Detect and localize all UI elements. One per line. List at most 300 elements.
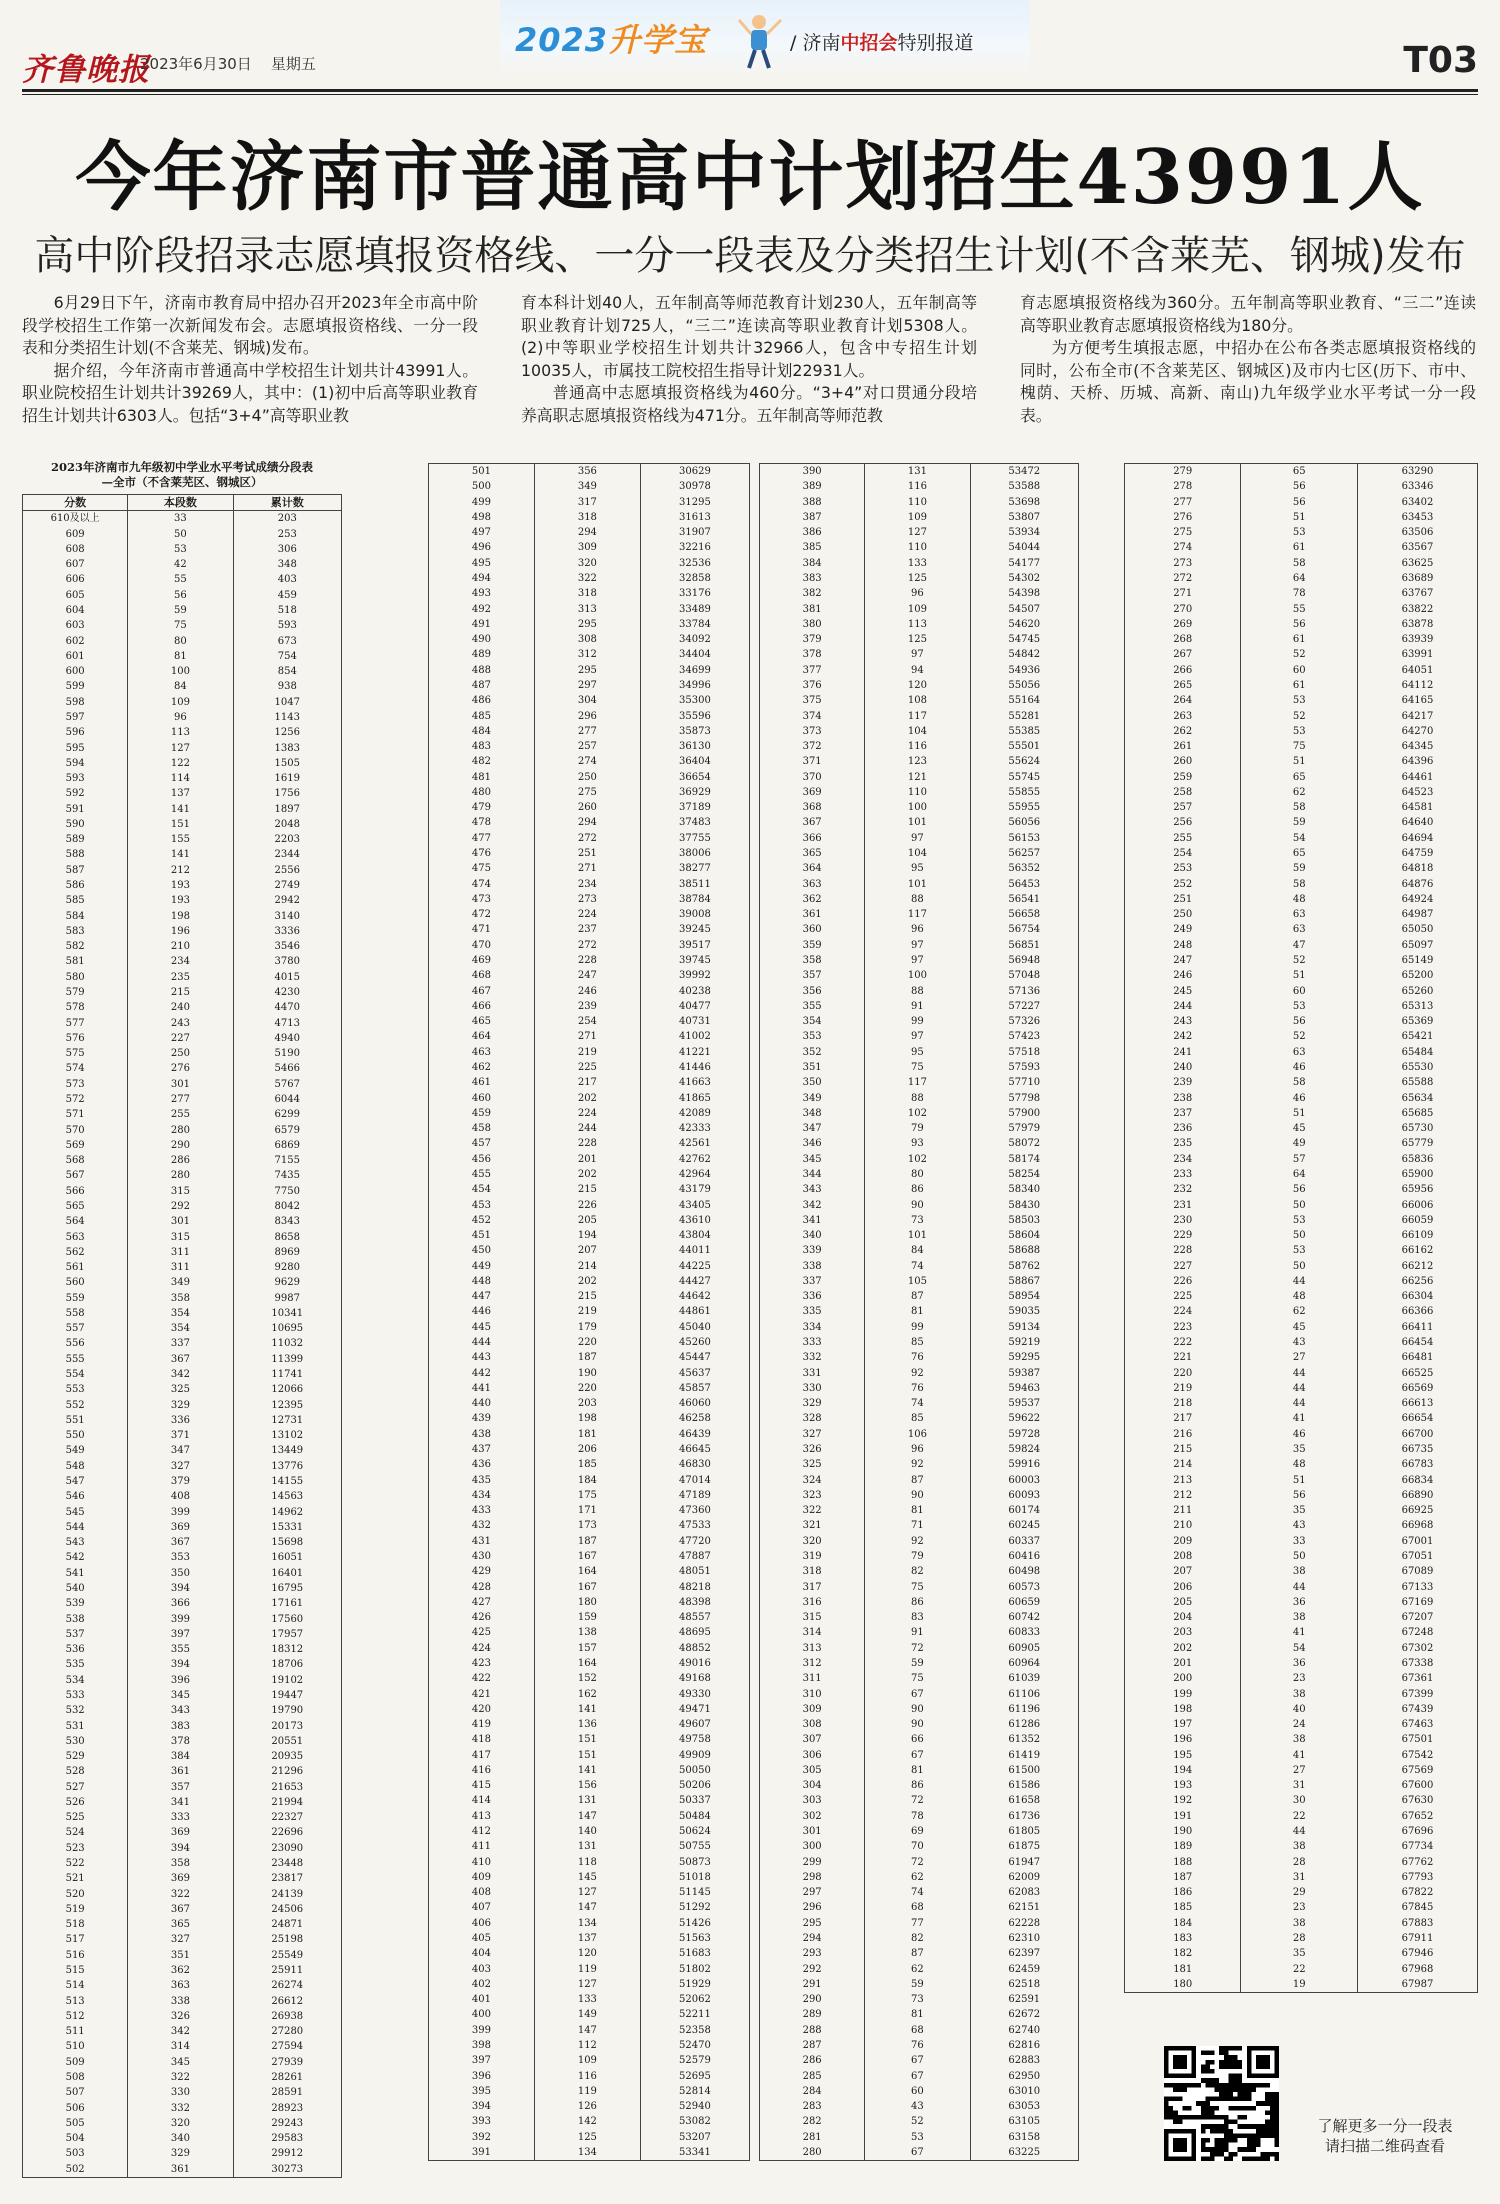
table-row [23, 695, 342, 710]
table-row [760, 678, 1079, 693]
table-cell: 59 [1241, 815, 1357, 830]
table-cell: 754 [233, 649, 341, 664]
table-cell: 173 [534, 1518, 640, 1533]
table-cell: 310 [760, 1687, 865, 1702]
table-cell: 302 [760, 1809, 865, 1824]
table-row [1125, 1900, 1478, 1915]
table-cell: 67968 [1357, 1962, 1477, 1977]
table-cell: 424 [429, 1641, 535, 1656]
table-cell: 45260 [640, 1335, 749, 1350]
table-cell: 392 [429, 2130, 535, 2145]
table-cell: 547 [23, 1474, 128, 1489]
table-cell: 97 [865, 1029, 970, 1044]
table-cell: 190 [1125, 1824, 1241, 1839]
table-row [429, 1106, 750, 1121]
table-cell: 295 [534, 663, 640, 678]
table-cell: 67 [865, 1687, 970, 1702]
table-row [760, 1748, 1079, 1763]
table-row [23, 527, 342, 542]
table-cell: 495 [429, 556, 535, 571]
table-row [760, 1411, 1079, 1426]
table-cell: 113 [128, 725, 233, 740]
table-row [429, 1809, 750, 1824]
table-row [760, 1778, 1079, 1793]
table-row [1125, 1473, 1478, 1488]
table-cell: 228 [1125, 1243, 1241, 1258]
table-cell: 516 [23, 1948, 128, 1963]
table-cell: 109 [865, 510, 970, 525]
table-cell: 131 [865, 464, 970, 480]
table-cell: 594 [23, 756, 128, 771]
table-cell: 326 [128, 2009, 233, 2024]
table-cell: 62591 [970, 1992, 1078, 2007]
table-cell: 315 [128, 1184, 233, 1199]
table-cell: 109 [128, 695, 233, 710]
table-cell: 599 [23, 679, 128, 694]
table-cell: 309 [760, 1702, 865, 1717]
table-cell: 52940 [640, 2099, 749, 2114]
table-cell: 47189 [640, 1488, 749, 1503]
table-row [429, 1320, 750, 1335]
table-cell: 1897 [233, 802, 341, 817]
table-cell: 555 [23, 1352, 128, 1367]
table-cell: 500 [429, 479, 535, 494]
table-cell: 263 [1125, 709, 1241, 724]
table-cell: 62 [1241, 785, 1357, 800]
table-cell: 388 [760, 495, 865, 510]
table-cell: 294 [534, 525, 640, 540]
table-cell: 79 [865, 1121, 970, 1136]
table-cell: 19102 [233, 1673, 341, 1688]
table-cell: 480 [429, 785, 535, 800]
table-cell: 50 [1241, 1228, 1357, 1243]
table-cell: 44642 [640, 1289, 749, 1304]
table-cell: 57136 [970, 984, 1078, 999]
table-row [760, 1809, 1079, 1824]
table-cell: 536 [23, 1642, 128, 1657]
table-cell: 35 [1241, 1442, 1357, 1457]
table-cell: 69 [865, 1824, 970, 1839]
table-cell: 427 [429, 1595, 535, 1610]
table-cell: 301 [760, 1824, 865, 1839]
table-cell: 53 [1241, 724, 1357, 739]
table-cell: 473 [429, 892, 535, 907]
table-cell: 58254 [970, 1167, 1078, 1182]
table-cell: 57 [1241, 1152, 1357, 1167]
table-cell: 601 [23, 649, 128, 664]
table-cell: 437 [429, 1442, 535, 1457]
table-cell: 19447 [233, 1688, 341, 1703]
table-cell: 457 [429, 1136, 535, 1151]
table-cell: 23448 [233, 1856, 341, 1871]
table-row [760, 1931, 1079, 1946]
table-cell: 61106 [970, 1687, 1078, 1702]
table-row [429, 571, 750, 586]
table-cell: 48695 [640, 1625, 749, 1640]
table-cell: 379 [760, 632, 865, 647]
table-cell: 396 [429, 2069, 535, 2084]
table-cell: 386 [760, 525, 865, 540]
table-row [1125, 877, 1478, 892]
table-row [760, 1060, 1079, 1075]
table-cell: 81 [865, 1763, 970, 1778]
table-row [429, 1992, 750, 2007]
table-cell: 56453 [970, 877, 1078, 892]
table-row [760, 1152, 1079, 1167]
table-cell: 62950 [970, 2069, 1078, 2084]
table-cell: 226 [534, 1198, 640, 1213]
table-row [1125, 1946, 1478, 1961]
table-cell: 285 [760, 2069, 865, 2084]
table-cell: 938 [233, 679, 341, 694]
table-cell: 341 [128, 1795, 233, 1810]
table-cell: 52 [1241, 1029, 1357, 1044]
table-row [23, 847, 342, 862]
table-cell: 63767 [1357, 586, 1477, 601]
table-cell: 519 [23, 1902, 128, 1917]
table-row [23, 756, 342, 771]
table-cell: 395 [429, 2084, 535, 2099]
table-cell: 58867 [970, 1274, 1078, 1289]
table-row [1125, 953, 1478, 968]
table-cell: 312 [760, 1656, 865, 1671]
table-row [760, 1641, 1079, 1656]
column-header: 分数 [23, 495, 128, 511]
table-cell: 558 [23, 1306, 128, 1321]
table-cell: 5767 [233, 1077, 341, 1092]
table-cell: 193 [128, 893, 233, 908]
table-row [1125, 464, 1478, 480]
table-cell: 65097 [1357, 938, 1477, 953]
table-cell: 275 [534, 785, 640, 800]
table-row [760, 1687, 1079, 1702]
table-row [23, 1443, 342, 1458]
date-text: 2023年6月30日 [140, 55, 252, 73]
table-cell: 20173 [233, 1719, 341, 1734]
table-row [429, 922, 750, 937]
table-row [23, 1031, 342, 1046]
qr-code-icon[interactable] [1164, 2046, 1279, 2161]
table-cell: 31613 [640, 510, 749, 525]
table-cell: 12066 [233, 1382, 341, 1397]
table-cell: 187 [534, 1350, 640, 1365]
table-cell: 366 [128, 1596, 233, 1611]
table-cell: 21296 [233, 1764, 341, 1779]
table-row [429, 754, 750, 769]
table-row [1125, 556, 1478, 571]
table-cell: 607 [23, 557, 128, 572]
table-cell: 59622 [970, 1411, 1078, 1426]
table-cell: 32858 [640, 571, 749, 586]
table-cell: 152 [534, 1671, 640, 1686]
table-cell: 131 [534, 1839, 640, 1854]
table-cell: 62151 [970, 1900, 1078, 1915]
table-cell: 6579 [233, 1123, 341, 1138]
table-cell: 159 [534, 1610, 640, 1625]
table-cell: 156 [534, 1778, 640, 1793]
table-cell: 67987 [1357, 1977, 1477, 1993]
table-cell: 54177 [970, 556, 1078, 571]
table-cell: 155 [128, 832, 233, 847]
table-row [760, 1946, 1079, 1961]
table-cell: 123 [865, 754, 970, 769]
table-cell: 234 [128, 954, 233, 969]
table-cell: 63822 [1357, 602, 1477, 617]
table-row [1125, 1091, 1478, 1106]
table-cell: 134 [534, 2145, 640, 2161]
table-row [429, 984, 750, 999]
table-cell: 68 [865, 1900, 970, 1915]
table-cell: 366 [760, 831, 865, 846]
table-cell: 390 [760, 464, 865, 480]
table-cell: 53 [865, 2130, 970, 2145]
table-cell: 67501 [1357, 1732, 1477, 1747]
table-cell: 240 [1125, 1060, 1241, 1075]
table-row [1125, 739, 1478, 754]
table-cell: 120 [534, 1946, 640, 1961]
table-cell: 449 [429, 1259, 535, 1274]
table-row [760, 1243, 1079, 1258]
table-cell: 294 [534, 815, 640, 830]
table-cell: 264 [1125, 693, 1241, 708]
table-row [429, 1641, 750, 1656]
table-cell: 39008 [640, 907, 749, 922]
table-cell: 303 [760, 1793, 865, 1808]
table-cell: 42089 [640, 1106, 749, 1121]
table-cell: 272 [534, 938, 640, 953]
table-cell: 39745 [640, 953, 749, 968]
table-row [1125, 1641, 1478, 1656]
table-cell: 383 [760, 571, 865, 586]
table-cell: 341 [760, 1213, 865, 1228]
table-cell: 13449 [233, 1443, 341, 1458]
table-cell: 336 [128, 1413, 233, 1428]
table-cell: 349 [128, 1275, 233, 1290]
table-cell: 274 [534, 754, 640, 769]
table-cell: 66525 [1357, 1366, 1477, 1381]
table-cell: 62397 [970, 1946, 1078, 1961]
table-cell: 199 [1125, 1687, 1241, 1702]
table-cell: 66366 [1357, 1304, 1477, 1319]
table-cell: 207 [1125, 1564, 1241, 1579]
table-cell: 86 [865, 1595, 970, 1610]
table-cell: 64051 [1357, 663, 1477, 678]
table-row [23, 2055, 342, 2070]
article-column-1 [22, 292, 478, 428]
table-cell: 47887 [640, 1549, 749, 1564]
table-row [1125, 1121, 1478, 1136]
table-cell: 60905 [970, 1641, 1078, 1656]
table-cell: 358 [128, 1856, 233, 1871]
table-cell: 62459 [970, 1962, 1078, 1977]
table-cell: 316 [760, 1595, 865, 1610]
table-cell: 39517 [640, 938, 749, 953]
table-row [760, 1671, 1079, 1686]
table-cell: 100 [865, 800, 970, 815]
table-cell: 67 [865, 2145, 970, 2161]
table-cell: 551 [23, 1413, 128, 1428]
table-row [429, 1946, 750, 1961]
table-cell: 29912 [233, 2146, 341, 2161]
table-row [429, 907, 750, 922]
table-row [23, 771, 342, 786]
table-cell: 442 [429, 1366, 535, 1381]
table-cell: 286 [128, 1153, 233, 1168]
table-row [760, 2114, 1079, 2129]
table-cell: 67600 [1357, 1778, 1477, 1793]
table-row [760, 1900, 1079, 1915]
table-cell: 363 [128, 1978, 233, 1993]
table-row [23, 2131, 342, 2146]
table-cell: 220 [534, 1381, 640, 1396]
table-cell: 60573 [970, 1580, 1078, 1595]
table-row [429, 1732, 750, 1747]
table-cell: 486 [429, 693, 535, 708]
table-cell: 181 [1125, 1962, 1241, 1977]
table-cell: 384 [760, 556, 865, 571]
table-cell: 74 [865, 1259, 970, 1274]
table-cell: 322 [760, 1503, 865, 1518]
table-cell: 544 [23, 1520, 128, 1535]
table-cell: 41446 [640, 1060, 749, 1075]
table-row [1125, 999, 1478, 1014]
table-row [23, 1642, 342, 1657]
table-cell: 127 [128, 741, 233, 756]
table-cell: 560 [23, 1275, 128, 1290]
table-cell: 304 [534, 693, 640, 708]
table-cell: 30978 [640, 479, 749, 494]
table-cell: 365 [128, 1917, 233, 1932]
table-cell: 17161 [233, 1596, 341, 1611]
table-cell: 479 [429, 800, 535, 815]
table-cell: 474 [429, 877, 535, 892]
table-row [23, 1153, 342, 1168]
table-cell: 308 [760, 1717, 865, 1732]
table-cell: 50206 [640, 1778, 749, 1793]
table-cell: 60093 [970, 1488, 1078, 1503]
table-cell: 44 [1241, 1580, 1357, 1595]
table-cell: 450 [429, 1243, 535, 1258]
table-row [1125, 1274, 1478, 1289]
table-cell: 202 [1125, 1641, 1241, 1656]
table-cell: 19790 [233, 1703, 341, 1718]
table-cell: 44 [1241, 1824, 1357, 1839]
table-row [760, 754, 1079, 769]
table-cell: 340 [760, 1228, 865, 1243]
table-cell: 52211 [640, 2007, 749, 2022]
table-cell: 32536 [640, 556, 749, 571]
table-cell: 262 [1125, 724, 1241, 739]
table-cell: 47533 [640, 1518, 749, 1533]
table-cell: 56153 [970, 831, 1078, 846]
table-cell: 251 [534, 846, 640, 861]
table-row [1125, 754, 1478, 769]
table-row [23, 1795, 342, 1810]
table-cell: 213 [1125, 1473, 1241, 1488]
table-cell: 77 [865, 1916, 970, 1931]
table-cell: 65 [1241, 464, 1357, 480]
table-row [760, 1855, 1079, 1870]
table-cell: 350 [760, 1075, 865, 1090]
table-cell: 529 [23, 1749, 128, 1764]
table-row [23, 1306, 342, 1321]
table-row [23, 1428, 342, 1443]
table-cell: 466 [429, 999, 535, 1014]
table-row [1125, 1228, 1478, 1243]
table-cell: 41 [1241, 1625, 1357, 1640]
table-cell: 51426 [640, 1916, 749, 1931]
table-cell: 57518 [970, 1045, 1078, 1060]
table-cell: 352 [760, 1045, 865, 1060]
table-cell: 67911 [1357, 1931, 1477, 1946]
table-row [429, 831, 750, 846]
table-cell: 67 [865, 2053, 970, 2068]
table-cell: 27939 [233, 2055, 341, 2070]
table-row [1125, 1732, 1478, 1747]
table-row [1125, 831, 1478, 846]
table-cell: 274 [1125, 540, 1241, 555]
table-cell: 58 [1241, 877, 1357, 892]
table-cell: 60 [1241, 663, 1357, 678]
table-cell: 210 [128, 939, 233, 954]
table-cell: 38784 [640, 892, 749, 907]
table-row [429, 815, 750, 830]
table-cell: 61 [1241, 678, 1357, 693]
table-cell: 1619 [233, 771, 341, 786]
table-row [429, 1931, 750, 1946]
table-cell: 596 [23, 725, 128, 740]
table-cell: 221 [1125, 1350, 1241, 1365]
table-cell: 67248 [1357, 1625, 1477, 1640]
table-cell: 458 [429, 1121, 535, 1136]
table-row [429, 1534, 750, 1549]
table-cell: 382 [760, 586, 865, 601]
table-row [23, 786, 342, 801]
table-cell: 430 [429, 1549, 535, 1564]
table-cell: 65260 [1357, 984, 1477, 999]
table-cell: 511 [23, 2024, 128, 2039]
table-cell: 17560 [233, 1612, 341, 1627]
table-cell: 58 [1241, 556, 1357, 571]
table-cell: 60337 [970, 1534, 1078, 1549]
table-cell: 7750 [233, 1184, 341, 1199]
table-cell: 66256 [1357, 1274, 1477, 1289]
table-row [1125, 647, 1478, 662]
table-row [429, 785, 750, 800]
table-cell: 65836 [1357, 1152, 1477, 1167]
table-cell: 550 [23, 1428, 128, 1443]
table-row [23, 1107, 342, 1122]
table-cell: 31 [1241, 1778, 1357, 1793]
table-cell: 61039 [970, 1671, 1078, 1686]
table-cell: 137 [128, 786, 233, 801]
table-cell: 76 [865, 1381, 970, 1396]
table-cell: 399 [128, 1505, 233, 1520]
table-cell: 56 [1241, 479, 1357, 494]
table-row [1125, 892, 1478, 907]
table-cell: 67439 [1357, 1702, 1477, 1717]
table-row [429, 1687, 750, 1702]
table-row [760, 968, 1079, 983]
table-cell: 16051 [233, 1550, 341, 1565]
table-cell: 231 [1125, 1198, 1241, 1213]
table-cell: 482 [429, 754, 535, 769]
table-cell: 394 [128, 1657, 233, 1672]
table-cell: 131 [534, 1793, 640, 1808]
table-row [429, 2130, 750, 2145]
table-cell: 61736 [970, 1809, 1078, 1824]
table-cell: 45 [1241, 1121, 1357, 1136]
